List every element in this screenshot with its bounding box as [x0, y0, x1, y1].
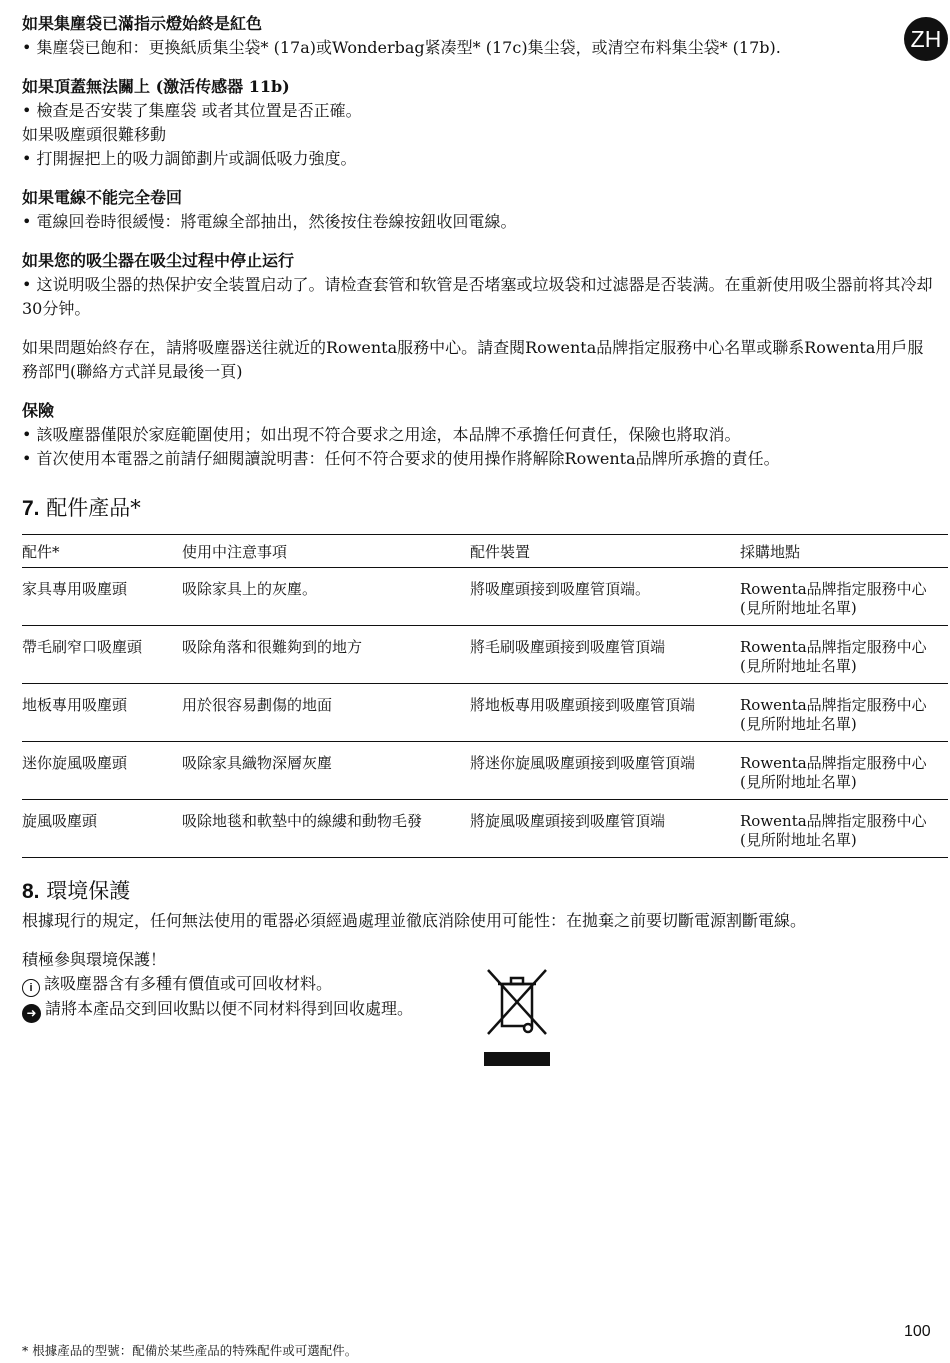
table-cell: 迷你旋風吸塵頭 — [22, 742, 182, 800]
where-to-buy: Rowenta品牌指定服務中心 — [740, 696, 927, 714]
section-number: 7. — [22, 497, 40, 520]
section-title: 環境保護 — [46, 879, 131, 903]
where-to-buy: Rowenta品牌指定服務中心 — [740, 638, 927, 656]
table-cell: 將旋風吸塵頭接到吸塵管頂端 — [470, 812, 666, 830]
trouble-title: 如果集塵袋已滿指示燈始終是紅色 — [22, 14, 263, 33]
warranty-line: • 該吸塵器僅限於家庭範圍使用；如出現不符合要求之用途，本品牌不承擔任何責任，保險也將取消。 — [22, 425, 741, 444]
section-number: 8. — [22, 880, 40, 903]
table-cell: 地板專用吸塵頭 — [22, 684, 182, 742]
table-cell — [740, 684, 948, 742]
crossed-out-bin-icon — [484, 968, 550, 1068]
table-row — [22, 742, 948, 800]
section-title: 配件產品* — [46, 496, 141, 520]
warranty-title: 保險 — [22, 401, 55, 420]
where-to-buy-note: (見所附地址名單) — [740, 715, 857, 733]
where-to-buy-note: (見所附地址名單) — [740, 657, 857, 675]
table-cell: 吸除角落和很難夠到的地方 — [182, 626, 470, 684]
table-cell: 將地板專用吸塵頭接到吸塵管頂端 — [470, 684, 740, 742]
table-row — [22, 568, 948, 626]
trouble-line: • 集塵袋已飽和：更換紙质集尘袋* (17a)或Wonderbag紧凑型* (17c)集尘袋，或清空布料集尘袋* (17b). — [22, 38, 781, 57]
trouble-line: • 打開握把上的吸力調節劃片或調低吸力強度。 — [22, 149, 357, 168]
where-to-buy-note: (見所附地址名單) — [740, 599, 857, 617]
accessories-table — [22, 534, 948, 858]
where-to-buy: Rowenta品牌指定服務中心 — [740, 754, 927, 772]
language-badge: ZH — [904, 17, 948, 61]
trouble-line: • 電線回卷時很緩慢：將電線全部抽出，然後按住卷線按鈕收回電線。 — [22, 212, 517, 231]
table-cell: 將吸塵頭接到吸塵管頂端。 — [470, 568, 740, 626]
table-cell: 旋風吸塵頭 — [22, 812, 98, 830]
where-to-buy: Rowenta品牌指定服務中心 — [740, 580, 927, 598]
environment-line-text: 請將本產品交到回收點以便不同材料得到回收處理。 — [45, 999, 414, 1018]
accessories-heading — [22, 495, 937, 522]
table-cell: 將毛刷吸塵頭接到吸塵管頂端 — [470, 626, 740, 684]
service-note: 如果問題始終存在，請將吸塵器送往就近的Rowenta服務中心。請查閱Rowenta品牌指定服務中心名單或聯系Rowenta用戶服務部門(聯絡方式詳見最後一頁) — [22, 338, 924, 381]
where-to-buy-note: (見所附地址名單) — [740, 773, 857, 791]
table-cell: 家具專用吸塵頭 — [22, 568, 182, 626]
environment-list — [22, 948, 937, 1058]
header-cell: 使用中注意事項 — [182, 535, 470, 568]
environment-line: 積極參與環境保護！ — [22, 950, 167, 969]
table-cell: 吸除地毯和軟墊中的線縷和動物毛發 — [182, 812, 423, 830]
table-cell — [740, 800, 948, 858]
trouble-section-3 — [22, 186, 937, 234]
header-cell: 配件* — [22, 535, 182, 568]
trouble-section-4 — [22, 249, 937, 321]
where-to-buy: Rowenta品牌指定服務中心 — [740, 812, 927, 830]
table-cell — [740, 568, 948, 626]
trouble-section-1 — [22, 12, 937, 60]
table-cell: 將迷你旋風吸塵頭接到吸塵管頂端 — [470, 742, 740, 800]
table-cell — [740, 742, 948, 800]
table-cell: 吸除家具織物深層灰塵 — [182, 742, 470, 800]
environment-line-recycle — [22, 997, 937, 1023]
table-cell: 用於很容易劃傷的地面 — [182, 684, 470, 742]
table-header-row — [22, 535, 948, 568]
environment-line-info — [22, 972, 937, 997]
trouble-title: 如果您的吸尘器在吸尘过程中停止运行 — [22, 251, 295, 270]
page-number: 100 — [904, 1323, 931, 1340]
table-row — [22, 800, 948, 858]
footnote: * 根據產品的型號：配備於某些產品的特殊配件或可選配件。 — [22, 1343, 358, 1358]
trouble-section-2 — [22, 75, 937, 171]
trouble-title: 如果頂蓋無法關上 (激活传感器 11b) — [22, 77, 290, 96]
table-cell: 吸除家具上的灰塵。 — [182, 568, 470, 626]
info-icon: i — [22, 979, 40, 997]
environment-heading — [22, 878, 937, 905]
table-cell: 帶毛刷窄口吸塵頭 — [22, 626, 182, 684]
environment-line-text: 該吸塵器含有多種有價值或可回收材料。 — [44, 974, 333, 993]
trouble-title: 如果電線不能完全卷回 — [22, 188, 183, 207]
warranty-line: • 首次使用本電器之前請仔細閱讀說明書：任何不符合要求的使用操作將解除Rowenta品牌所承擔的責任。 — [22, 449, 780, 468]
header-cell: 採購地點 — [740, 535, 948, 568]
where-to-buy-note: (見所附地址名單) — [740, 831, 857, 849]
trouble-line: • 这说明吸尘器的热保护安全装置启动了。请检查套管和软管是否堵塞或垃圾袋和过滤器是否装满。在重新使用吸尘器前将其冷却30分钟。 — [22, 275, 933, 318]
header-cell: 配件裝置 — [470, 535, 740, 568]
environment-intro: 根據現行的規定，任何無法使用的電器必須經過處理並徹底消除使用可能性：在拋棄之前要切斷電源割斷電線。 — [22, 911, 807, 930]
page-content — [22, 12, 937, 1058]
trouble-line: • 檢查是否安裝了集塵袋 或者其位置是否正確。 — [22, 101, 362, 120]
table-row — [22, 684, 948, 742]
recycle-arrow-icon: ➜ — [22, 1004, 41, 1023]
table-row — [22, 626, 948, 684]
table-cell — [740, 626, 948, 684]
warranty-section — [22, 399, 937, 471]
trouble-line: 如果吸塵頭很難移動 — [22, 125, 167, 144]
